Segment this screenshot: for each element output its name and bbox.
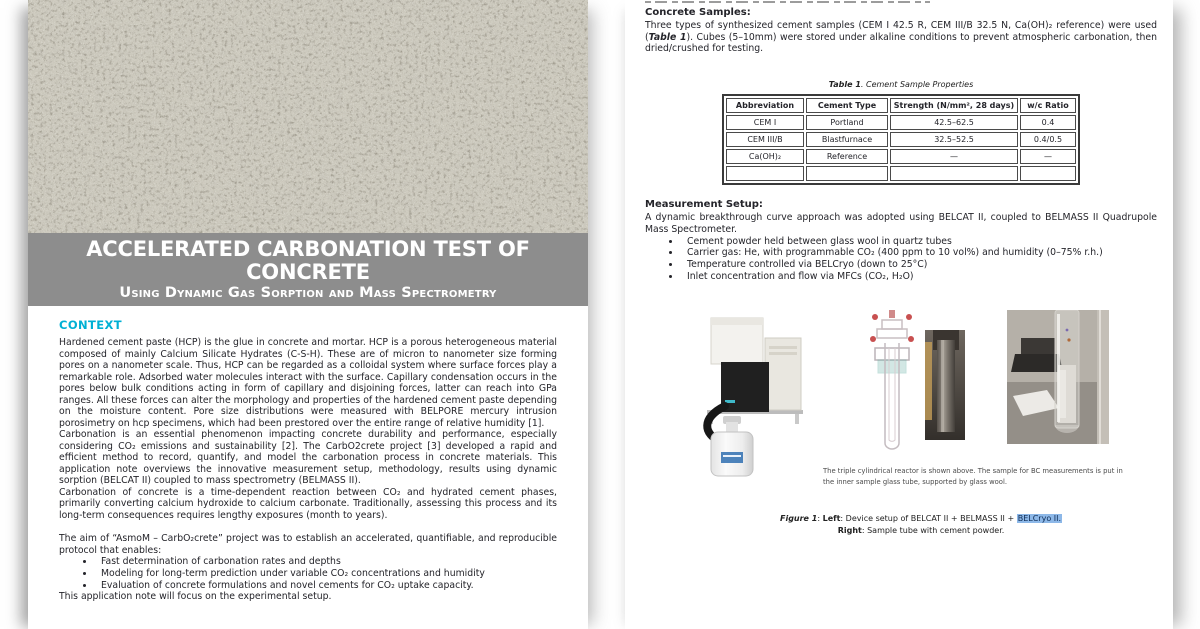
cell: 0.4	[1020, 115, 1076, 130]
reactor-photo	[925, 330, 965, 444]
figure-1	[645, 308, 1157, 558]
cut-off-text-line	[645, 1, 930, 3]
cell: CEM III/B	[726, 132, 804, 147]
closing-line: This application note will focus on the experimental setup.	[59, 591, 332, 603]
aim-bullet: • Evaluation of concrete formulations and novel cements for CO₂ uptake capacity.	[95, 580, 557, 592]
context-paragraph-2: Carbonation is an essential phenomenon impacting concrete durability and performance, especially considering CO₂ emissions and sustainability [2]. The CarbO2crete project [3] developed a rapid and efficient method to record, quantify, and model the carbonation process in concrete materials. This application note overviews the innovative measurement setup, methodology, results using dynamic sorption (BELCAT II) coupled to mass spectrometry (BELMASS II).	[59, 429, 557, 487]
cell	[890, 166, 1018, 181]
cell: Portland	[806, 115, 888, 130]
table-caption	[645, 80, 1157, 89]
figure-caption	[685, 513, 1157, 537]
reactor-schematic-drawing	[863, 308, 921, 462]
highlighted-text: BELCryo II.	[1017, 514, 1062, 524]
setup-bullet-list	[645, 236, 1157, 283]
figure-caption-right-label: Right	[837, 526, 862, 536]
setup-bullet: • Cement powder held between glass wool in quartz tubes	[681, 236, 1157, 248]
page-subtitle: Using Dynamic Gas Sorption and Mass Spectrometry	[119, 285, 497, 302]
title-banner	[28, 233, 588, 306]
figure-caption-left-label: Left	[822, 514, 841, 524]
col-header-abbreviation: Abbreviation	[726, 98, 804, 113]
cell: 42.5–62.5	[890, 115, 1018, 130]
cell	[726, 166, 804, 181]
reactor-note: The triple cylindrical reactor is shown above. The sample for BC measurements is put in the inner sample glass tube, supported by glass wool.	[823, 467, 1123, 486]
cell: Reference	[806, 149, 888, 164]
samples-text-post: ). Cubes (5–10mm) were stored under alkaline conditions to prevent atmospheric carbonation, then dried/crushed for testing.	[645, 31, 1157, 55]
col-header-strength: Strength (N/mm², 28 days)	[890, 98, 1018, 113]
figure-caption-left-text: : Device setup of BELCAT II + BELMASS II +	[840, 514, 1017, 524]
setup-paragraph: A dynamic breakthrough curve approach was adopted using BELCAT II, coupled to BELMASS II Quadrupole Mass Spectrometer.	[645, 212, 1157, 235]
figure-label: Figure 1	[779, 514, 818, 524]
aim-bullet: • Fast determination of carbonation rates and depths	[95, 556, 557, 568]
cement-sample-table	[722, 94, 1080, 185]
context-heading: CONTEXT	[59, 318, 123, 332]
table-row	[726, 149, 1076, 164]
cell: —	[890, 149, 1018, 164]
concrete-texture-image	[28, 0, 588, 233]
cell: Ca(OH)₂	[726, 149, 804, 164]
samples-paragraph	[645, 20, 1157, 55]
belcat-device-photo	[697, 310, 811, 484]
page-title: ACCELERATED CARBONATION TEST OF CONCRETE	[86, 236, 530, 284]
setup-bullet: • Carrier gas: He, with programmable CO₂ (400 ppm to 10 vol%) and humidity (0–75% r.h.)	[681, 247, 1157, 259]
setup-bullet: • Temperature controlled via BELCryo (down to 25°C)	[681, 259, 1157, 271]
figure-caption-right-text: : Sample tube with cement powder.	[861, 526, 1005, 536]
cell: Blastfurnace	[806, 132, 888, 147]
cell: 32.5–52.5	[890, 132, 1018, 147]
table-caption-label: Table 1	[828, 80, 861, 90]
cell: 0.4/0.5	[1020, 132, 1076, 147]
table-row	[726, 132, 1076, 147]
setup-bullet: • Inlet concentration and flow via MFCs (CO₂, H₂O)	[681, 271, 1157, 283]
table-reference: Table 1	[648, 31, 687, 43]
cell: —	[1020, 149, 1076, 164]
context-paragraph-1: Hardened cement paste (HCP) is the glue in concrete and mortar. HCP is a porous heterogeneous material composed of mainly Calcium Silicate Hydrates (C-S-H). These are of micron to nanometer size forming pores on a nanometer scale. Thus, HCP can be regarded as a colloidal system where surface forces play a remarkable role. Adsorbed water molecules interact with the surface. Capillary condensation occurs in the pores below bulk conditions acting in form of capillary and disjoining forces, latter can reach into GPa ranges. All these forces can alter the morphology and properties of the hardened cement paste depending on the moisture content. Pore size distributions were measured with BELPORE mercury intrusion porosimetry on hcp specimens, which had been prestored over the entire range of relative humidity [1].	[59, 337, 557, 429]
aim-intro: The aim of “AsmoM – CarbO₂crete” project was to establish an accelerated, quantifiable, and reproducible protocol that enables:	[59, 533, 557, 556]
table-header-row	[726, 98, 1076, 113]
table-row	[726, 166, 1076, 181]
aim-bullet-list	[59, 556, 557, 591]
aim-bullet: • Modeling for long-term prediction under variable CO₂ concentrations and humidity	[95, 568, 557, 580]
samples-text-pre: Three types of synthesized cement samples (CEM I 42.5 R, CEM III/B 32.5 N, Ca(OH)₂ reference) were used (	[645, 20, 1157, 43]
samples-heading: Concrete Samples:	[645, 7, 751, 18]
table-caption-text: . Cement Sample Properties	[860, 80, 974, 90]
context-section	[28, 306, 588, 603]
col-header-wc-ratio: w/c Ratio	[1020, 98, 1076, 113]
context-paragraph-3: Carbonation of concrete is a time-dependent reaction between CO₂ and hydrated cement phases, primarily converting calcium hydroxide to calcium carbonate. Traditionally, assessing this process and its long-term consequences requires lengthy exposures (month to years).	[59, 486, 557, 521]
sample-tube-photo	[1007, 310, 1109, 448]
left-page	[28, 0, 588, 629]
right-page	[625, 0, 1173, 629]
cell	[1020, 166, 1076, 181]
table-row	[726, 115, 1076, 130]
setup-heading: Measurement Setup:	[645, 199, 763, 211]
cell: CEM I	[726, 115, 804, 130]
col-header-cement-type: Cement Type	[806, 98, 888, 113]
cell	[806, 166, 888, 181]
figure-caption-sep: :	[817, 514, 823, 524]
